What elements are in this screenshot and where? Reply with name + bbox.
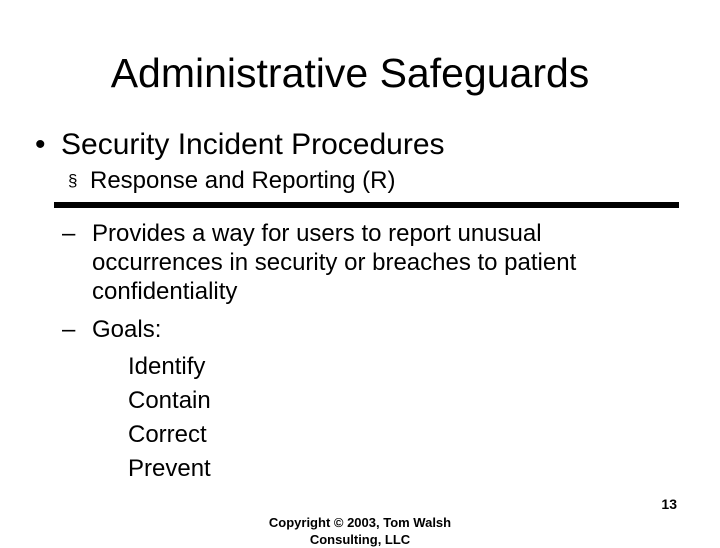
level1-bullet-text: Security Incident Procedures [61,128,445,161]
dash-item-provides [62,219,662,306]
level1-bullet [35,126,445,164]
goal-item: Prevent [128,455,211,482]
dash-marker: – [62,316,76,343]
divider-line [54,202,679,208]
dash-item-goals [62,315,161,344]
copyright-notice: Copyright © 2003, Tom Walsh Consulting, LLC [268,515,452,547]
section-marker: § [68,171,78,190]
goal-item: Identify [128,353,206,380]
slide-title: Administrative Safeguards [110,50,590,96]
goal-item: Contain [128,387,211,414]
page-number: 13 [661,496,677,512]
bullet-marker: • [35,128,46,161]
level2-bullet-text: Response and Reporting (R) [90,167,396,194]
goals-list [128,350,211,486]
dash-item-text: Provides a way for users to report unusual occurrences in security or breaches to patient confidentiality [92,220,577,305]
dash-item-text: Goals: [92,316,162,343]
goal-item: Correct [128,421,207,448]
dash-marker: – [62,220,76,247]
level2-bullet [68,166,396,196]
